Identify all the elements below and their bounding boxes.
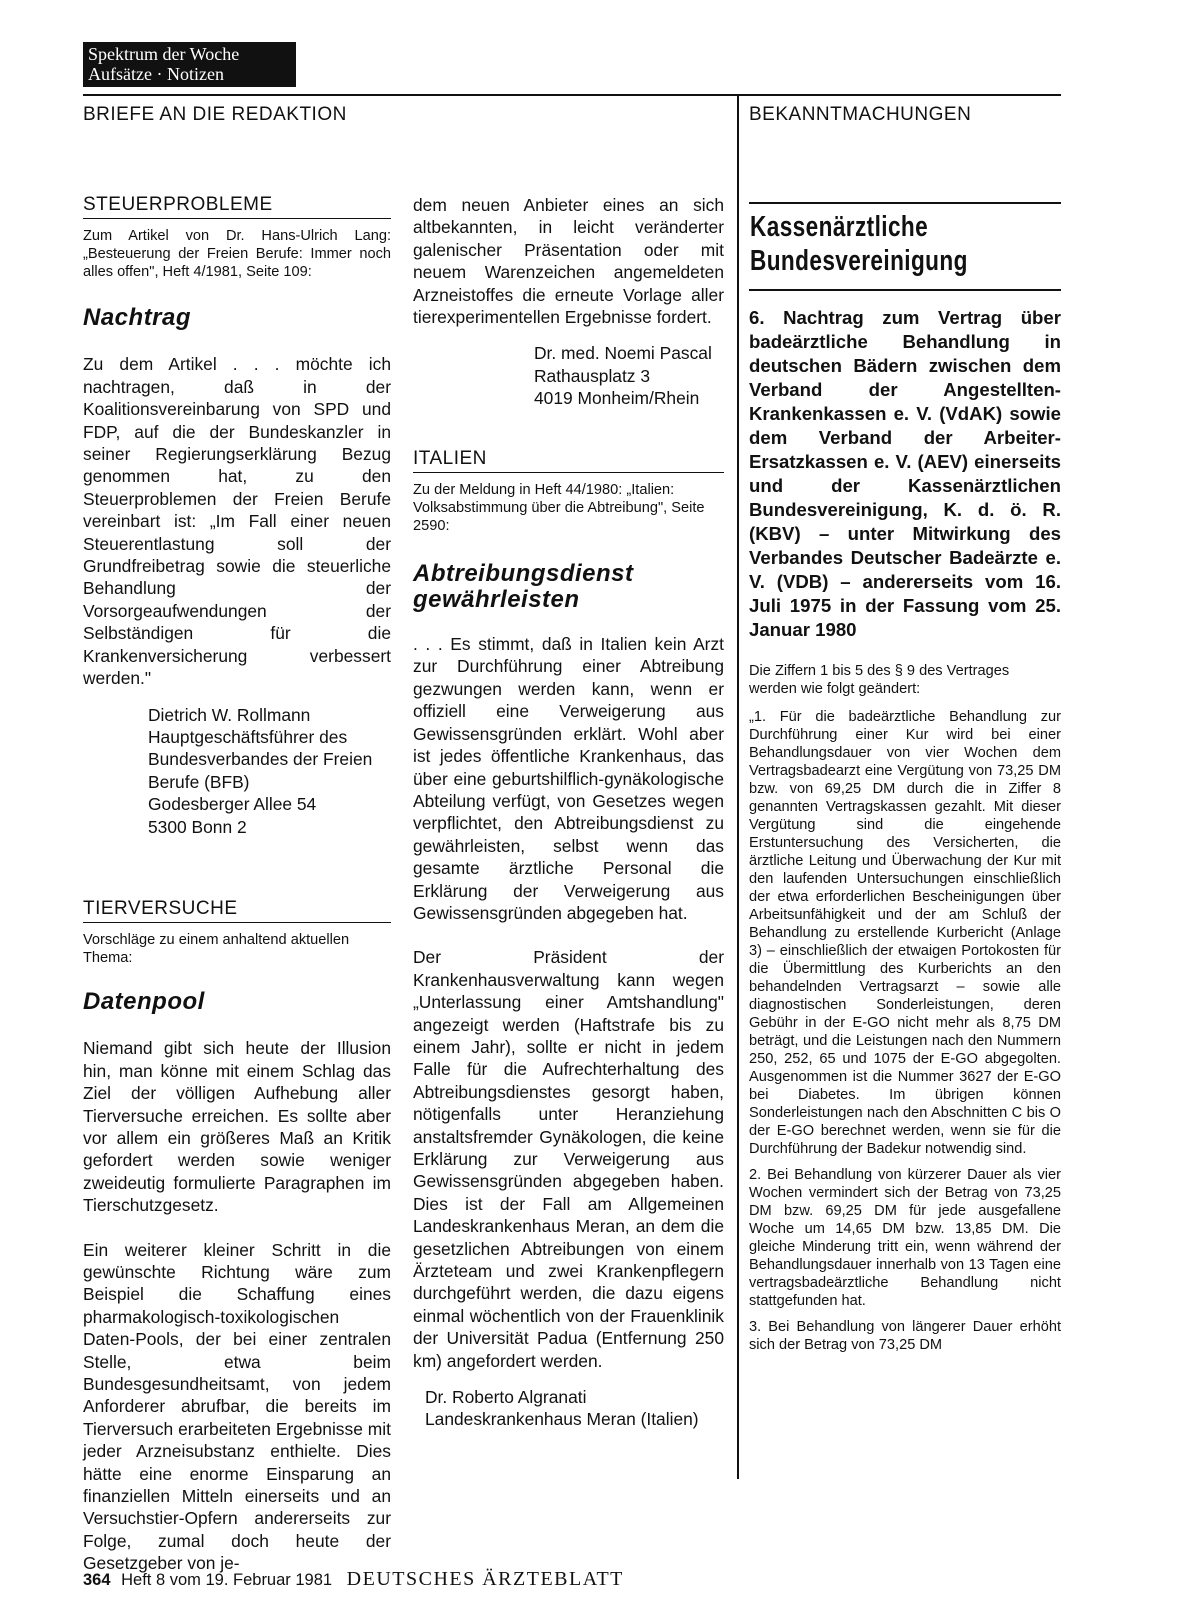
section-label-announcements: BEKANNTMACHUNGEN [749, 104, 972, 125]
signature [83, 704, 391, 838]
page-footer [83, 1568, 624, 1591]
section-badge [83, 42, 296, 87]
signature [413, 1386, 724, 1431]
page-number: 364 [83, 1571, 111, 1589]
topic-label: STEUERPROBLEME [83, 194, 273, 215]
announcement-item: 3. Bei Behandlung von längerer Dauer erhöht sich der Betrag von 73,25 DM [749, 1319, 1061, 1353]
issue-info: Heft 8 vom 19. Februar 1981 [121, 1571, 333, 1589]
signature-line: Rathausplatz 3 [534, 365, 651, 386]
column-3 [749, 306, 1061, 1354]
signature-line: Berufe (BFB) [148, 771, 250, 792]
article-title [413, 561, 724, 613]
signature [413, 342, 724, 409]
signature-line: Dr. Roberto Algranati [425, 1387, 587, 1408]
topic-intro [413, 481, 724, 535]
topic-rule [413, 472, 724, 473]
title-line: Bundesvereinigung [750, 245, 968, 277]
intro-text: Zu der Meldung in Heft 44/1980: „Italien: Volksabstimmung über die Abtreibung", Seite 2590: [413, 482, 705, 535]
title-line: gewährleisten [413, 586, 580, 614]
topic-label: ITALIEN [413, 447, 487, 469]
badge-line-2: Aufsätze · Notizen [88, 64, 224, 84]
topic-rule [83, 922, 391, 923]
topic-label: TIERVERSUCHE [83, 897, 238, 919]
signature-line: Godesberger Allee 54 [148, 794, 317, 815]
article-paragraph: Niemand gibt sich heute der Illusion hin, man könne mit einem Schlag das Ziel der völligen Aufhebung aller Tierversuche erreichen. Es sollte aber vor allem ein größeres Maß an Kritik gefordert werden sowie weniger zweideutig formulierte Paragraphen im Tierschutzgesetz. [83, 1038, 391, 1216]
signature-line: Dr. med. Noemi Pascal [534, 343, 712, 364]
intro-text: Zum Artikel von Dr. Hans-Ulrich Lang: „Besteuerung der Freien Berufe: Immer noch alles offen", Heft 4/1981, Seite 109: [83, 228, 391, 281]
announcement-body [749, 662, 1061, 1354]
announcement-subtitle: 6. Nachtrag zum Vertrag über badeärztliche Behandlung in deutschen Bädern zwischen dem Verband der Angestellten-Krankenkassen e. V. (VdAK) sowie dem Verband der Arbeiter-Ersatzkassen e. V. (AEV) einerseits und der Kassenärztlichen Bundesvereinigung, K. d. ö. R. (KBV) – unter Mitwirkung des Verbandes Deutscher Badeärzte e. V. (VDB) – andererseits vom 16. Juli 1975 in der Fassung vom 25. Januar 1980 [749, 307, 1061, 640]
topic-rule [83, 218, 391, 219]
column-2 [413, 194, 724, 1431]
signature-line: Bundesverbandes der Freien [148, 749, 373, 770]
badge-line-1: Spektrum der Woche [88, 44, 240, 64]
announcement-item: 2. Bei Behandlung von kürzerer Dauer als vier Wochen vermindert sich der Betrag von 73,25 DM bzw. 69,25 DM für jede ausgefallene Woche um 14,65 DM bzw. 13,85 DM. Die gleiche Minderung tritt ein, wenn während der Behandlungsdauer innerhalb von 13 Tagen eine vertragsbadeärztliche Behandlung nicht stattgefunden hat. [749, 1167, 1061, 1309]
article-paragraph: Ein weiterer kleiner Schritt in die gewünschte Richtung wäre zum Beispiel die Schaffung eines pharmakologisch-toxikologischen Daten-Pools, der bei einer zentralen Stelle, etwa beim Bundesgesundheitsamt, von jedem Anforderer abrufbar, die bereits im Tierversuch erarbeiteten Ergebnisse mit jeder Arzneisubstanz enthielte. Dies hätte eine enorme Einsparung an finanziellen Mitteln einerseits und an Versuchstier-Opfern andererseits zur Folge, zumal doch heute der Gesetzgeber von je- [83, 1239, 391, 1574]
column-divider [737, 94, 739, 1479]
announcement-title-rule [749, 289, 1061, 291]
signature-line: Hauptgeschäftsführer des [148, 726, 348, 747]
article-continuation: dem neuen Anbieter eines an sich altbekannten, in leicht veränderter galenischer Präsentation oder mit neuem Warenzeichen angemeldeten Arzneistoffes die erneute Vorlage aller tierexperimentellen Ergebnisse fordert. [413, 195, 724, 328]
article-body: Zu dem Artikel . . . möchte ich nachtragen, daß in der Koalitionsvereinbarung von SPD und FDP, auf die der Bundeskanzler in seiner Regierungserklärung Bezug genommen hat, zu den Steuerproblemen der Freien Berufe vereinbart ist: „Im Fall einer neuen Steuerentlastung soll der Grundfreibetrag sowie die steuerliche Behandlung der Vorsorgeaufwendungen der Selbständigen für die Krankenversicherung verbessert werden." [83, 354, 391, 689]
column-1 [83, 194, 391, 1575]
intro-text: Vorschläge zu einem anhaltend aktuellen Thema: [83, 932, 350, 967]
signature-line: 5300 Bonn 2 [148, 816, 247, 837]
announcement-title [750, 210, 968, 278]
announcement-intro: Die Ziffern 1 bis 5 des § 9 des Vertrages werden wie folgt geändert: [749, 663, 1010, 697]
article-paragraph: . . . Es stimmt, daß in Italien kein Arzt zur Durchführung einer Abtreibung gezwungen werden kann, wenn er offiziell eine Verweigerung aus Gewissensgründen erklärt. Wohl aber ist jedes öffentliche Krankenhaus, das über eine geburtshilflich-gynäkologische Abteilung verfügt, von Gesetzes wegen verpflichtet, den Abtreibungsdienst zu gewährleisten, selbst wenn das gesamte ärztliche Personal die Erklärung der Verweigerung aus Gewissensgründen abgegeben hat. [413, 634, 724, 923]
topic-intro [83, 227, 391, 281]
section-label-letters: BRIEFE AN DIE REDAKTION [83, 104, 347, 125]
title-line: Kassenärztliche [750, 211, 929, 243]
article-title: Datenpool [83, 988, 205, 1016]
article-paragraph: Der Präsident der Krankenhausverwaltung kann wegen „Unterlassung einer Amtshandlung" angezeigt werden (Haftstrafe bis zu einem Jahr), sollte er nicht in jedem Falle für die Aufrechterhaltung des Abtreibungsdienstes gesorgt haben, nötigenfalls unter Heranziehung anstaltsfremder Gynäkologen, die keine Erklärung zur Verweigerung aus Gewissensgründen abgegeben haben. Dies ist der Fall am Allgemeinen Landeskrankenhaus Meran, an dem die gesetzlichen Abtreibungen von einem Ärzteteam und zwei Krankenpflegern durchgeführt werden, die dazu eigens einmal wöchentlich von der Frauenklinik der Universität Padua (Entfernung 250 km) angefordert werden. [413, 947, 724, 1371]
masthead: DEUTSCHES ÄRZTEBLATT [346, 1568, 624, 1590]
announcement-item: „1. Für die badeärztliche Behandlung zur Durchführung einer Kur wird bei einer Behandlungsdauer von vier Wochen dem Vertragsbadearzt eine Vergütung von 73,25 DM bzw. von 69,25 DM durch die in Ziffer 8 genannten Vertragskassen gezahlt. Mit dieser Vergütung sind die eingehende Erstuntersuchung des Versicherten, die ärztliche Leitung und Überwachung der Kur mit den laufenden Untersuchungen einschließlich der etwa erforderlichen Bescheinigungen über Arbeitsunfähigkeit und der am Schluß der Behandlung zu erstellende Kurbericht (Anlage 3) – einschließlich der etwaigen Portokosten für die Übermittlung des Kurberichts an den behandelnden Vertragsarzt – sowie alle diagnostischen Sonderleistungen, deren Gebühr in der E-GO nicht mehr als 8,75 DM beträgt, und die Leistungen nach den Nummern 250, 252, 65 und 1075 der E-GO abgegolten. Ausgenommen ist die Nummer 3627 der E-GO bei Diabetes. Im übrigen können Sonderleistungen nach den Abschnitten C bis O der E-GO berechnet werden, wenn sie für die Durchführung der Badekur notwendig sind. [749, 709, 1061, 1157]
signature-line: Landeskrankenhaus Meran (Italien) [425, 1409, 699, 1430]
announcement-top-rule [749, 202, 1061, 204]
header-rule [83, 94, 1061, 96]
article-title: Nachtrag [83, 304, 192, 332]
signature-line: Dietrich W. Rollmann [148, 704, 311, 725]
topic-intro [83, 931, 391, 967]
signature-line: 4019 Monheim/Rhein [534, 388, 700, 409]
title-line: Abtreibungsdienst [413, 560, 634, 588]
